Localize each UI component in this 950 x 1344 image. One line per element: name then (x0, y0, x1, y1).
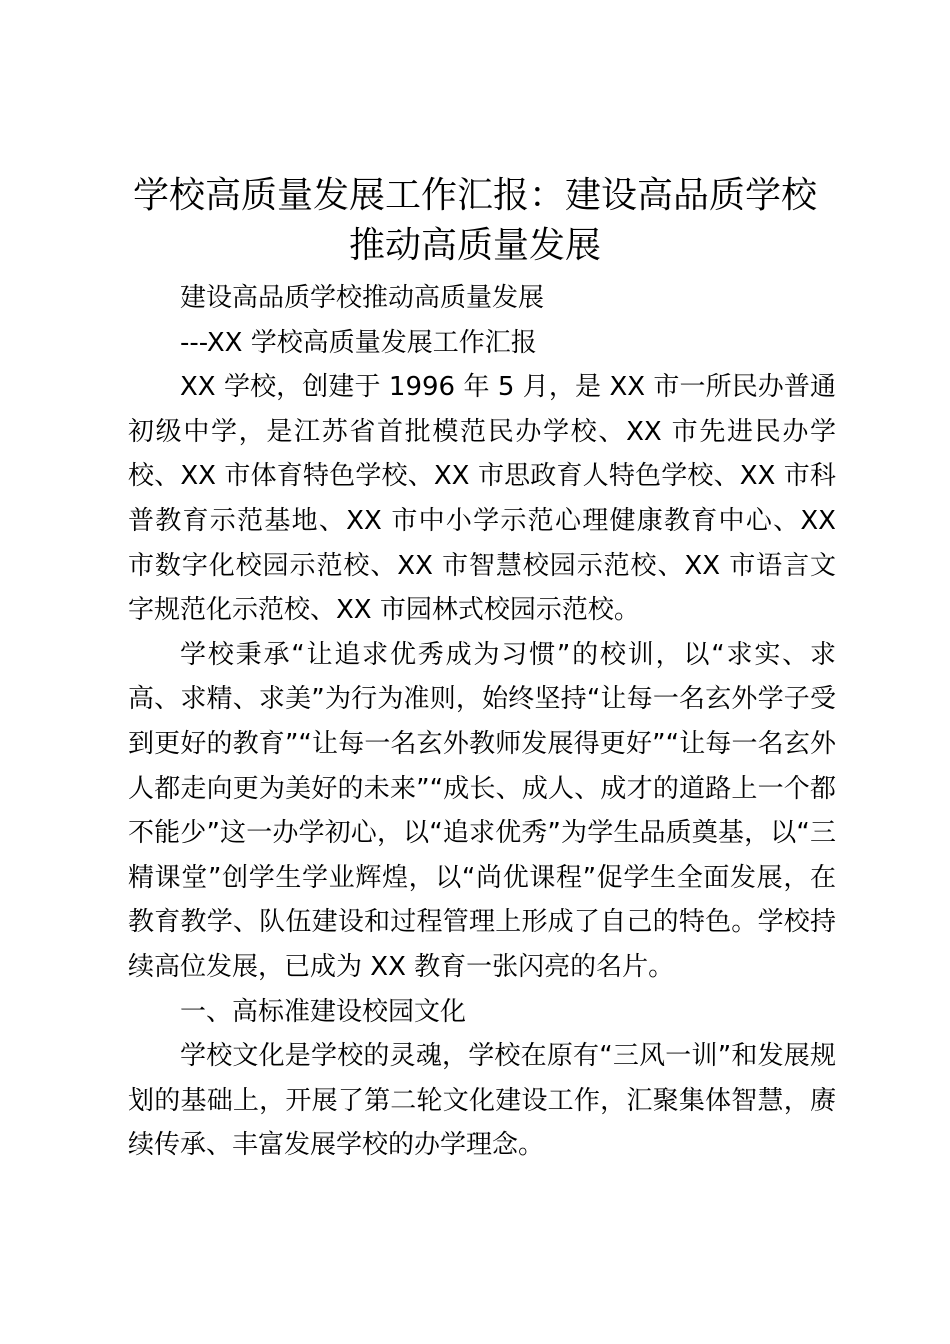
paragraph-school-intro: XX 学校，创建于 1996 年 5 月，是 XX 市一所民办普通初级中学，是江苏省首批模范民办学校、XX 市先进民办学校、XX 市体育特色学校、XX 市思政育人特色学校、XX 市科普教育示范基地、XX 市中小学示范心理健康教育中心、XX 市数字化校园示范校、XX 市智慧校园示范校、XX 市语言文字规范化示范校、XX 市园林式校园示范校。 (128, 372, 836, 626)
section-heading-culture: 一、高标准建设校园文化 (180, 996, 467, 1027)
paragraph-school-motto: 学校秉承“让追求优秀成为习惯”的校训，以“求实、求高、求精、求美”为行为准则，始终坚持“让每一名玄外学子受到更好的教育”“让每一名玄外教师发展得更好”“让每一名玄外人都走向更为美好的未来”“成长、成人、成才的道路上一个都不能少”这一办学初心，以“追求优秀”为学生品质奠基，以“三精课堂”创学生学业辉煌，以“尚优课程”促学生全面发展，在教育教学、队伍建设和过程管理上形成了自己的特色。学校持续高位发展，已成为 XX 教育一张闪亮的名片。 (128, 639, 836, 982)
document-title-line-1: 学校高质量发展工作汇报：建设高品质学校 (132, 175, 817, 216)
subtitle: 建设高品质学校推动高质量发展 (180, 283, 545, 313)
paragraph-culture: 学校文化是学校的灵魂，学校在原有“三风一训”和发展规划的基础上，开展了第二轮文化建设工作，汇聚集体智慧，赓续传承、丰富发展学校的办学理念。 (128, 1041, 836, 1161)
sub-heading-report: ---XX 学校高质量发展工作汇报 (180, 327, 537, 358)
document-body (128, 276, 836, 1168)
document-title-line-2: 推动高质量发展 (348, 225, 601, 266)
